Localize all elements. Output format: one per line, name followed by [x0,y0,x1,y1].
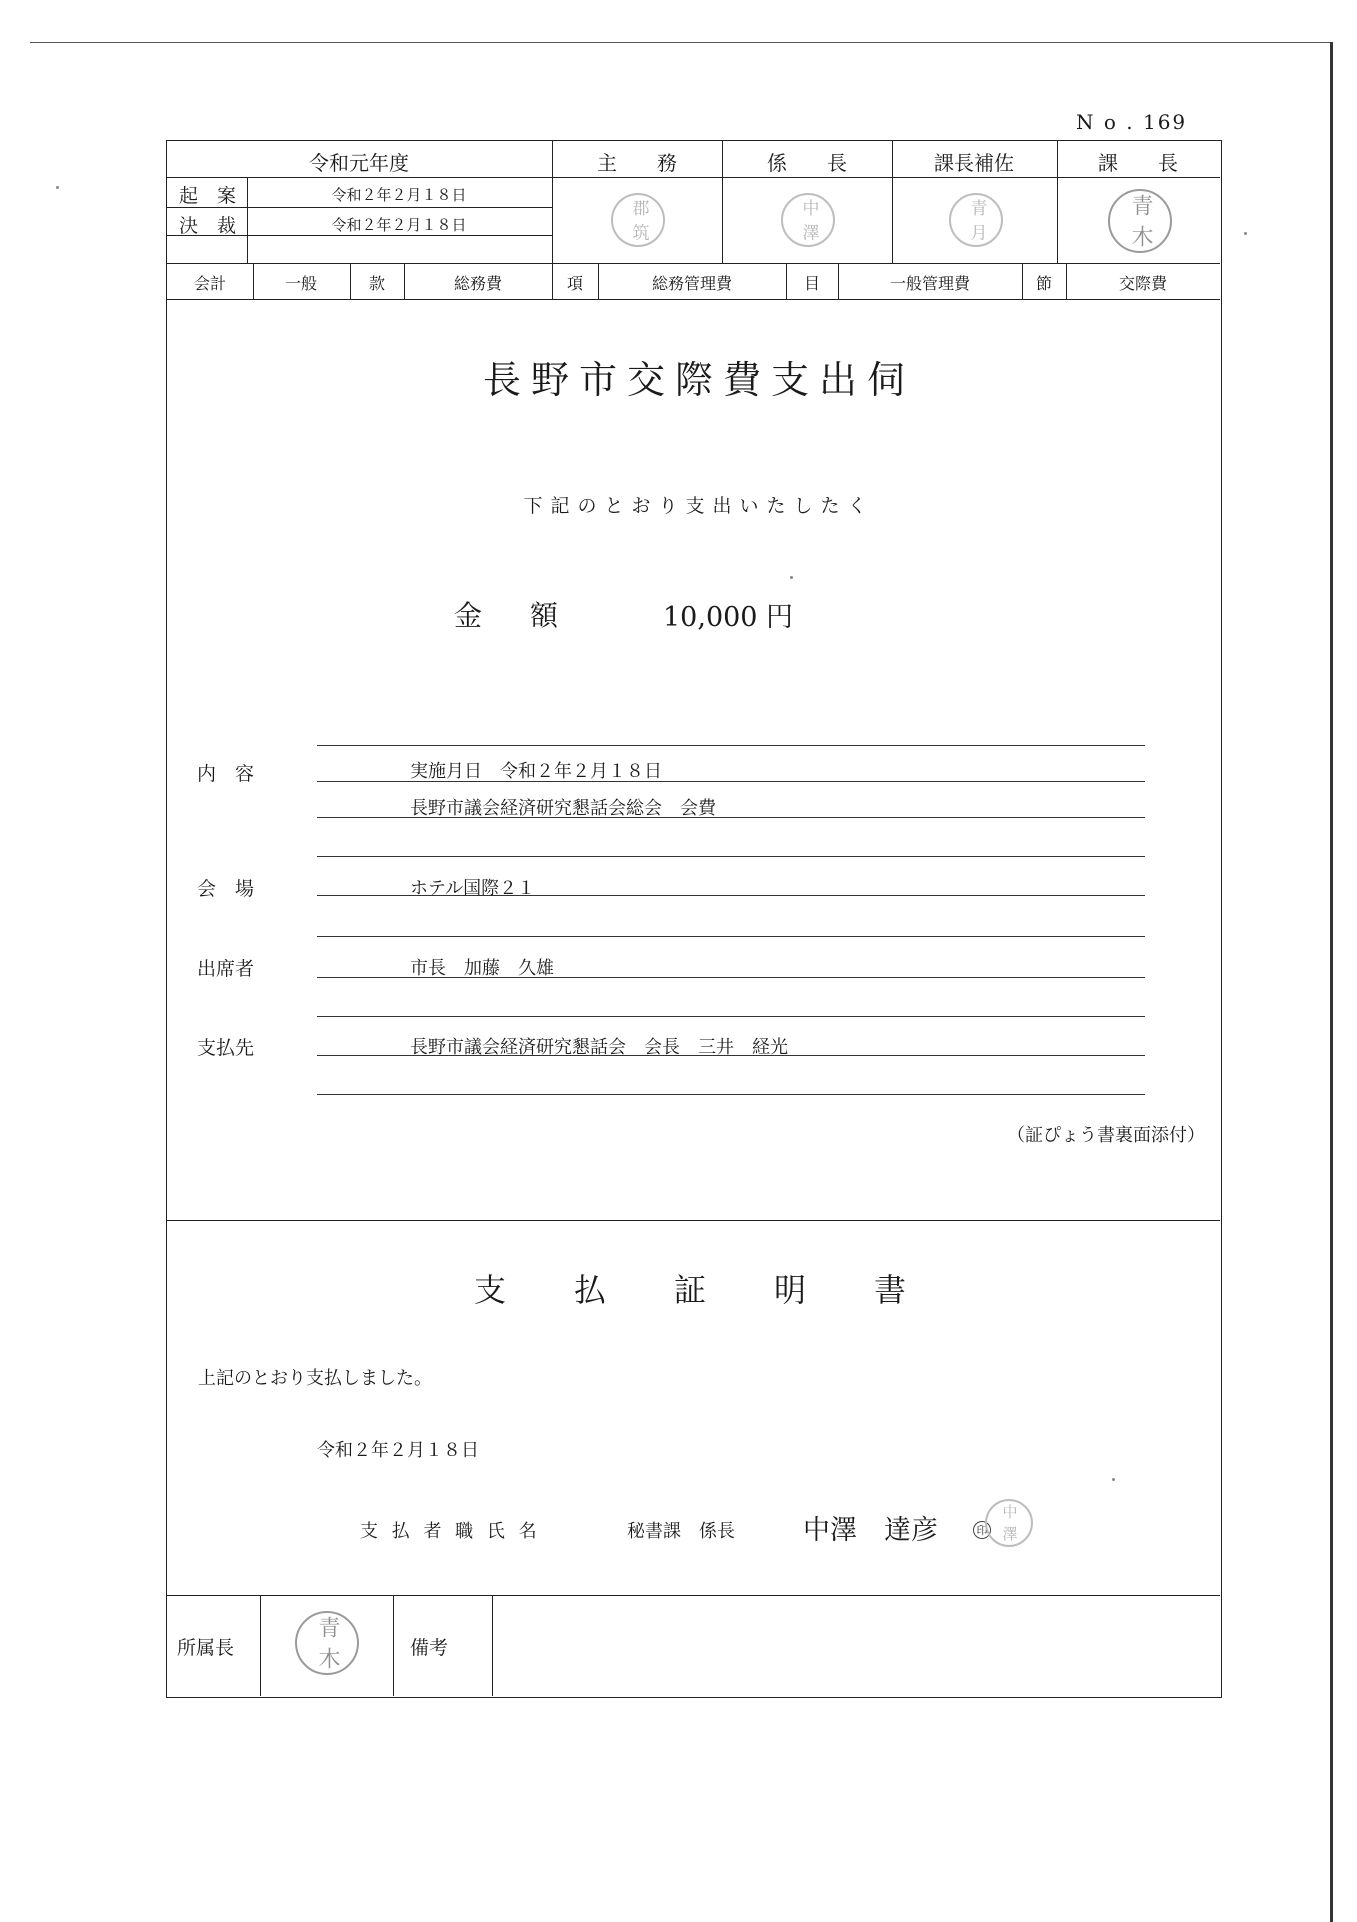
remarks-label: 備考 [410,1637,449,1659]
content-line-1: 実施月日 令和２年２月１８日 [410,761,662,782]
drafted-label: 起 案 [179,185,237,207]
approval-stamp-kakaricho: 中 澤 [781,193,835,247]
rule [492,1595,493,1696]
rule [598,263,599,299]
approval-stamp-shumu: 郡 筑 [611,193,665,247]
budget-setsu-label: 節 [1035,274,1053,293]
budget-kou-label: 項 [566,274,584,293]
scan-edge-right [1330,42,1333,1922]
receipt-note: （証ぴょう書裏面添付） [1007,1125,1205,1146]
payer-name: 中澤 達彦 [803,1515,938,1546]
budget-moku-label: 目 [803,274,821,293]
field-underline [317,745,1145,746]
document-title: 長野市交際費支出伺 [482,358,916,402]
rule [167,299,1220,300]
rule [1022,263,1023,299]
rule [393,1595,394,1696]
field-underline [317,936,1145,937]
certificate-title: 支 払 証 明 書 [473,1271,925,1309]
rule [1066,263,1067,299]
payee-value: 長野市議会経済研究懇話会 会長 三井 経光 [410,1037,788,1058]
budget-kou: 総務管理費 [651,274,733,293]
decided-label: 決 裁 [179,215,237,237]
approver-label-kakaricho: 係 長 [767,151,847,175]
content-line-2: 長野市議会経済研究懇話会総会 会費 [410,798,716,819]
approval-stamp-kacho: 青 木 [1108,189,1172,253]
field-underline [317,1094,1145,1095]
scan-edge-top [30,42,1330,43]
intro-text: 下記のとおり支出いたしたく [523,495,875,517]
venue-value: ホテル国際２１ [410,878,536,899]
payer-stamp: 中 澤 [985,1499,1033,1547]
payer-label: 支 払 者 職 氏 名 [360,1521,541,1542]
rule [1057,141,1058,263]
drafted-date: 令和２年２月１８日 [331,186,467,204]
scan-speck [56,186,59,189]
approval-stamp-kachohosa: 青 月 [949,193,1003,247]
field-underline [317,1016,1145,1017]
content-label: 内 容 [197,763,255,785]
seal-mark: 印 [973,1521,991,1539]
fiscal-year: 令和元年度 [309,151,409,175]
approver-label-kachohosa: 課長補佐 [934,151,1014,175]
rule [247,177,248,263]
attendee-value: 市長 加藤 久雄 [410,958,554,979]
rule [722,141,723,263]
rule [167,177,1220,178]
rule [786,263,787,299]
budget-kan: 総務費 [453,274,503,293]
rule [838,263,839,299]
form-frame [166,140,1222,1698]
payer-department: 秘書課 係長 [627,1521,735,1542]
certificate-date: 令和２年２月１８日 [317,1440,479,1461]
rule [253,263,254,299]
rule [552,263,553,299]
approver-label-shumu: 主 務 [597,151,677,175]
budget-kan-label: 款 [368,274,386,293]
rule [892,141,893,263]
rule [350,263,351,299]
rule [552,141,553,263]
rule [167,263,1220,264]
amount-label: 金 額 [454,599,569,632]
field-underline [317,856,1145,857]
approver-label-kacho: 課 長 [1098,151,1178,175]
decided-date: 令和２年２月１８日 [331,216,467,234]
budget-setsu: 交際費 [1118,274,1168,293]
attendee-label: 出席者 [197,958,255,980]
rule [260,1595,261,1696]
supervisor-stamp: 青 木 [295,1611,359,1675]
budget-kaikei: 一般 [284,274,318,293]
payee-label: 支払先 [197,1037,255,1059]
budget-moku: 一般管理費 [889,274,971,293]
budget-kaikei-label: 会計 [193,274,227,293]
document-number: N o . 169 [1076,110,1188,134]
venue-label: 会 場 [197,878,255,900]
section-divider [167,1220,1220,1221]
section-divider [167,1595,1220,1596]
supervisor-label: 所属長 [177,1637,235,1659]
scan-speck [1244,232,1247,235]
amount-value: 10,000 円 [663,602,794,633]
certificate-statement: 上記のとおり支払しました。 [198,1368,432,1389]
rule [404,263,405,299]
